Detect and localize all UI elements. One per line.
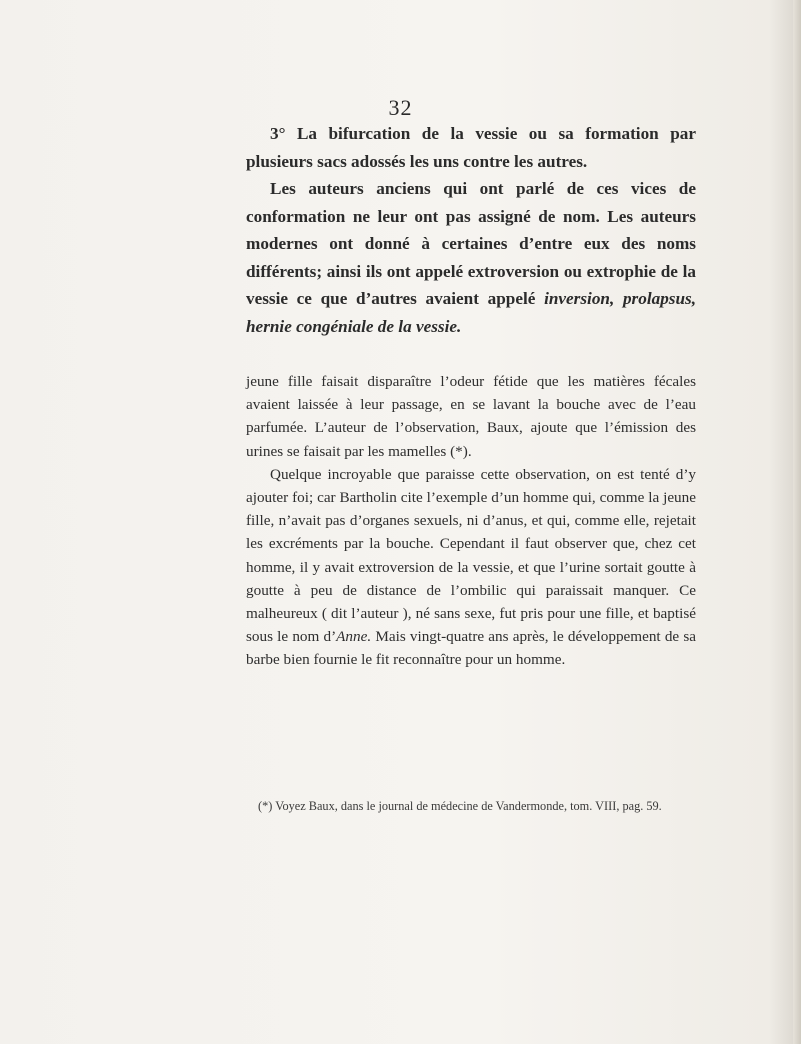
paragraph-bifurcation: 3° La bifurcation de la vessie ou sa formation par plusieurs sacs adossés les uns contre les autres.: [246, 124, 696, 171]
paragraph-authors-italic: inversion, prolapsus, hernie congéniale de la vessie.: [246, 289, 697, 336]
paragraph-observation: [246, 463, 696, 672]
paragraph-authors: [246, 175, 696, 340]
paragraph-observation-before: Quelque incroyable que paraisse cette observation, on est tenté d’y ajouter foi; car Bartholin cite l’exemple d’un homme qui, comme la jeune fille, n’avait pas d’organes sexuels, ni d’anus, et qui, comme elle, rejetait les excréments par la bouche. Cependant il faut observer que, chez cet homme, il y avait extroversion de la vessie, et que l’urine sortait goutte à goutte à peu de distance de l’ombilic qui paraissait manquer. Ce malheureux ( dit l’auteur ), né sans sexe, fut pris pour une fille, et baptisé sous le nom d’: [246, 465, 696, 646]
page-edge: [793, 0, 801, 1044]
paragraph-authors-text: Les auteurs anciens qui ont parlé de ces vices de conformation ne leur ont pas assigné de nom. Les auteurs modernes ont donné à certaines d’entre eux des noms différents; ainsi ils ont appelé extroversion ou extrophie de la vessie ce que d’autres avaient appelé: [246, 179, 696, 308]
bottom-text-block: [246, 370, 696, 672]
footnote-text: (*) Voyez Baux, dans le journal de médecine de Vandermonde, tom. VIII, pag. 59.: [258, 799, 662, 813]
paragraph-jeune-fille: jeune fille faisait disparaître l’odeur fétide que les matières fécales avaient laissée à leur passage, en se lavant la bouche avec de l’eau parfumée. L’auteur de l’observation, Baux, ajoute que l’émission des urines se faisait par les mamelles (*).: [246, 373, 696, 460]
paragraph-observation-after: Mais vingt-quatre ans après, le développement de sa barbe bien fournie le fit reconnaître pour un homme.: [246, 628, 696, 669]
paragraph-observation-italic: Anne.: [336, 628, 372, 646]
top-text-block: [246, 120, 696, 340]
footnote: [246, 797, 696, 816]
page-number: 32: [388, 95, 413, 120]
